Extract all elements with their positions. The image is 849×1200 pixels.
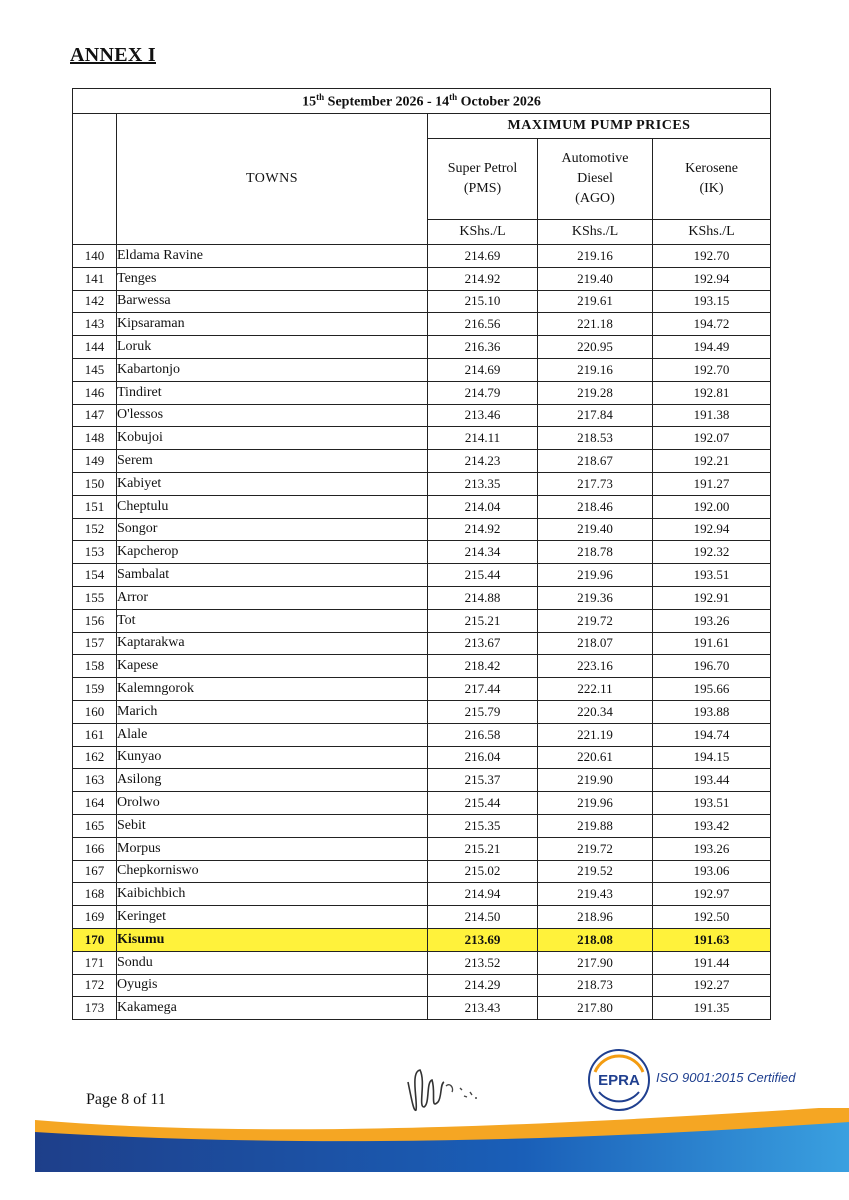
row-number: 158: [73, 655, 117, 678]
row-number: 143: [73, 313, 117, 336]
ik-price: 193.06: [653, 860, 771, 883]
ik-price: 192.27: [653, 974, 771, 997]
pms-price: 214.88: [428, 586, 538, 609]
ago-price: 218.08: [538, 928, 653, 951]
town-name: Sambalat: [117, 564, 428, 587]
town-name: Kapcherop: [117, 541, 428, 564]
ago-price: 219.36: [538, 586, 653, 609]
town-name: Songor: [117, 518, 428, 541]
ago-price: 218.73: [538, 974, 653, 997]
table-row: [73, 313, 771, 336]
ik-price: 192.81: [653, 381, 771, 404]
ago-price: 219.43: [538, 883, 653, 906]
town-name: Kobujoi: [117, 427, 428, 450]
ago-price: 219.16: [538, 245, 653, 268]
town-name: Tenges: [117, 267, 428, 290]
ik-price: 192.70: [653, 245, 771, 268]
ago-price: 217.73: [538, 472, 653, 495]
row-number: 167: [73, 860, 117, 883]
table-row: [73, 427, 771, 450]
ago-price: 221.18: [538, 313, 653, 336]
pms-price: 213.52: [428, 951, 538, 974]
pms-price: 214.94: [428, 883, 538, 906]
ago-unit: KShs./L: [538, 220, 653, 245]
ago-price: 218.67: [538, 450, 653, 473]
pms-price: 216.56: [428, 313, 538, 336]
table-row: [73, 632, 771, 655]
row-number: 163: [73, 769, 117, 792]
ago-price: 219.40: [538, 267, 653, 290]
ago-price: 218.07: [538, 632, 653, 655]
ago-price: 219.72: [538, 609, 653, 632]
ik-price: 195.66: [653, 678, 771, 701]
town-name: Marich: [117, 700, 428, 723]
ago-price: 223.16: [538, 655, 653, 678]
table-row: [73, 609, 771, 632]
pms-price: 214.23: [428, 450, 538, 473]
pms-price: 213.46: [428, 404, 538, 427]
ik-price: 192.97: [653, 883, 771, 906]
pms-price: 213.35: [428, 472, 538, 495]
ik-price: 191.63: [653, 928, 771, 951]
row-number: 152: [73, 518, 117, 541]
ik-header: Kerosene (IK): [653, 139, 771, 220]
pms-price: 216.36: [428, 336, 538, 359]
ago-header: Automotive Diesel (AGO): [538, 139, 653, 220]
row-number: 144: [73, 336, 117, 359]
table-row: [73, 723, 771, 746]
town-name: Kaptarakwa: [117, 632, 428, 655]
pms-price: 214.92: [428, 518, 538, 541]
table-row: [73, 655, 771, 678]
pms-price: 213.67: [428, 632, 538, 655]
pms-price: 214.50: [428, 906, 538, 929]
ik-price: 194.49: [653, 336, 771, 359]
row-number: 164: [73, 792, 117, 815]
town-name: Eldama Ravine: [117, 245, 428, 268]
table-row: [73, 837, 771, 860]
ik-price: 191.44: [653, 951, 771, 974]
row-number: 155: [73, 586, 117, 609]
row-number-header: [73, 114, 117, 245]
ik-price: 192.94: [653, 518, 771, 541]
ik-price: 191.38: [653, 404, 771, 427]
page-number: Page 8 of 11: [86, 1091, 166, 1108]
pump-prices-table: [72, 88, 771, 1020]
ik-unit: KShs./L: [653, 220, 771, 245]
row-number: 157: [73, 632, 117, 655]
ago-price: 219.52: [538, 860, 653, 883]
town-name: Loruk: [117, 336, 428, 359]
ago-price: 220.95: [538, 336, 653, 359]
ago-price: 218.78: [538, 541, 653, 564]
pms-header: Super Petrol (PMS): [428, 139, 538, 220]
pms-price: 214.79: [428, 381, 538, 404]
pms-price: 214.04: [428, 495, 538, 518]
pms-unit: KShs./L: [428, 220, 538, 245]
ago-price: 219.88: [538, 814, 653, 837]
ago-price: 220.61: [538, 746, 653, 769]
pms-price: 215.44: [428, 564, 538, 587]
table-row: [73, 997, 771, 1020]
town-name: O'lessos: [117, 404, 428, 427]
row-number: 151: [73, 495, 117, 518]
pms-price: 215.02: [428, 860, 538, 883]
ago-price: 218.53: [538, 427, 653, 450]
table-row: [73, 814, 771, 837]
max-prices-row: [73, 114, 771, 139]
ik-price: 194.72: [653, 313, 771, 336]
pms-price: 214.69: [428, 245, 538, 268]
ago-price: 219.96: [538, 564, 653, 587]
ik-price: 193.88: [653, 700, 771, 723]
pms-price: 215.79: [428, 700, 538, 723]
row-number: 147: [73, 404, 117, 427]
table-row: [73, 267, 771, 290]
ik-price: 193.26: [653, 609, 771, 632]
town-name: Sondu: [117, 951, 428, 974]
town-name: Barwessa: [117, 290, 428, 313]
pms-price: 214.29: [428, 974, 538, 997]
pms-price: 213.69: [428, 928, 538, 951]
row-number: 140: [73, 245, 117, 268]
table-row: [73, 974, 771, 997]
row-number: 145: [73, 358, 117, 381]
town-name: Keringet: [117, 906, 428, 929]
row-number: 160: [73, 700, 117, 723]
pms-price: 215.35: [428, 814, 538, 837]
table-row: [73, 336, 771, 359]
table-row: [73, 860, 771, 883]
period-row: [73, 89, 771, 114]
ago-price: 219.28: [538, 381, 653, 404]
row-number: 165: [73, 814, 117, 837]
town-name: Oyugis: [117, 974, 428, 997]
table-row: [73, 472, 771, 495]
pms-price: 214.92: [428, 267, 538, 290]
ik-price: 193.44: [653, 769, 771, 792]
table-row: [73, 404, 771, 427]
towns-header: TOWNS: [117, 114, 428, 245]
ago-price: 219.96: [538, 792, 653, 815]
ik-price: 193.26: [653, 837, 771, 860]
ago-price: 217.80: [538, 997, 653, 1020]
pms-price: 216.58: [428, 723, 538, 746]
period-heading: 15th September 2026 - 14th October 2026: [73, 89, 771, 114]
ago-price: 219.90: [538, 769, 653, 792]
row-number: 141: [73, 267, 117, 290]
row-number: 166: [73, 837, 117, 860]
ago-price: 221.19: [538, 723, 653, 746]
ago-price: 219.61: [538, 290, 653, 313]
pms-price: 218.42: [428, 655, 538, 678]
table-row: [73, 518, 771, 541]
table-row: [73, 769, 771, 792]
table-row: [73, 245, 771, 268]
ik-price: 191.35: [653, 997, 771, 1020]
ago-price: 222.11: [538, 678, 653, 701]
ago-price: 219.16: [538, 358, 653, 381]
ago-price: 219.40: [538, 518, 653, 541]
pms-price: 213.43: [428, 997, 538, 1020]
table-row: [73, 450, 771, 473]
pms-price: 217.44: [428, 678, 538, 701]
town-name: Kipsaraman: [117, 313, 428, 336]
row-number: 142: [73, 290, 117, 313]
town-name: Asilong: [117, 769, 428, 792]
ik-price: 192.50: [653, 906, 771, 929]
table-row: [73, 906, 771, 929]
epra-logo-text: EPRA: [598, 1072, 640, 1089]
pms-price: 214.11: [428, 427, 538, 450]
ago-price: 217.84: [538, 404, 653, 427]
ik-price: 196.70: [653, 655, 771, 678]
annex-title: ANNEX I: [70, 44, 156, 66]
max-prices-header: MAXIMUM PUMP PRICES: [428, 114, 771, 139]
pms-price: 215.21: [428, 609, 538, 632]
town-name: Kaibichbich: [117, 883, 428, 906]
town-name: Kalemngorok: [117, 678, 428, 701]
town-name: Orolwo: [117, 792, 428, 815]
ik-price: 193.15: [653, 290, 771, 313]
table-row: [73, 586, 771, 609]
row-number: 159: [73, 678, 117, 701]
ik-price: 193.51: [653, 792, 771, 815]
row-number: 170: [73, 928, 117, 951]
row-number: 149: [73, 450, 117, 473]
table-row: [73, 792, 771, 815]
town-name: Cheptulu: [117, 495, 428, 518]
town-name: Kabartonjo: [117, 358, 428, 381]
table-row: [73, 290, 771, 313]
pms-price: 215.37: [428, 769, 538, 792]
row-number: 173: [73, 997, 117, 1020]
ago-price: 217.90: [538, 951, 653, 974]
ik-price: 192.32: [653, 541, 771, 564]
ago-price: 220.34: [538, 700, 653, 723]
pms-price: 216.04: [428, 746, 538, 769]
ik-price: 193.51: [653, 564, 771, 587]
ik-price: 194.74: [653, 723, 771, 746]
row-number: 153: [73, 541, 117, 564]
row-number: 168: [73, 883, 117, 906]
ago-price: 219.72: [538, 837, 653, 860]
pms-price: 215.21: [428, 837, 538, 860]
row-number: 154: [73, 564, 117, 587]
ik-price: 194.15: [653, 746, 771, 769]
town-name: Kapese: [117, 655, 428, 678]
ik-price: 192.00: [653, 495, 771, 518]
pms-price: 214.34: [428, 541, 538, 564]
town-name: Arror: [117, 586, 428, 609]
town-name: Alale: [117, 723, 428, 746]
epra-logo-icon: [585, 1048, 653, 1112]
table-row: [73, 928, 771, 951]
table-row: [73, 381, 771, 404]
table-row: [73, 358, 771, 381]
table-row: [73, 564, 771, 587]
ago-price: 218.46: [538, 495, 653, 518]
table-row: [73, 951, 771, 974]
town-name: Morpus: [117, 837, 428, 860]
pms-price: 215.44: [428, 792, 538, 815]
ik-price: 191.27: [653, 472, 771, 495]
row-number: 156: [73, 609, 117, 632]
table-row: [73, 700, 771, 723]
pms-price: 215.10: [428, 290, 538, 313]
ik-price: 193.42: [653, 814, 771, 837]
town-name: Kabiyet: [117, 472, 428, 495]
ik-price: 192.94: [653, 267, 771, 290]
ik-price: 192.70: [653, 358, 771, 381]
ik-price: 192.91: [653, 586, 771, 609]
town-name: Kisumu: [117, 928, 428, 951]
ik-price: 191.61: [653, 632, 771, 655]
row-number: 172: [73, 974, 117, 997]
row-number: 148: [73, 427, 117, 450]
ik-price: 192.21: [653, 450, 771, 473]
ago-price: 218.96: [538, 906, 653, 929]
row-number: 161: [73, 723, 117, 746]
row-number: 150: [73, 472, 117, 495]
footer-wave-band: [0, 1108, 849, 1178]
table-row: [73, 495, 771, 518]
town-name: Kakamega: [117, 997, 428, 1020]
town-name: Chepkorniswo: [117, 860, 428, 883]
row-number: 169: [73, 906, 117, 929]
row-number: 146: [73, 381, 117, 404]
row-number: 162: [73, 746, 117, 769]
table-row: [73, 746, 771, 769]
table-row: [73, 883, 771, 906]
town-name: Serem: [117, 450, 428, 473]
table-row: [73, 678, 771, 701]
town-name: Tindiret: [117, 381, 428, 404]
town-name: Kunyao: [117, 746, 428, 769]
ik-price: 192.07: [653, 427, 771, 450]
iso-certification: ISO 9001:2015 Certified: [656, 1070, 796, 1085]
table-row: [73, 541, 771, 564]
pms-price: 214.69: [428, 358, 538, 381]
row-number: 171: [73, 951, 117, 974]
town-name: Sebit: [117, 814, 428, 837]
town-name: Tot: [117, 609, 428, 632]
